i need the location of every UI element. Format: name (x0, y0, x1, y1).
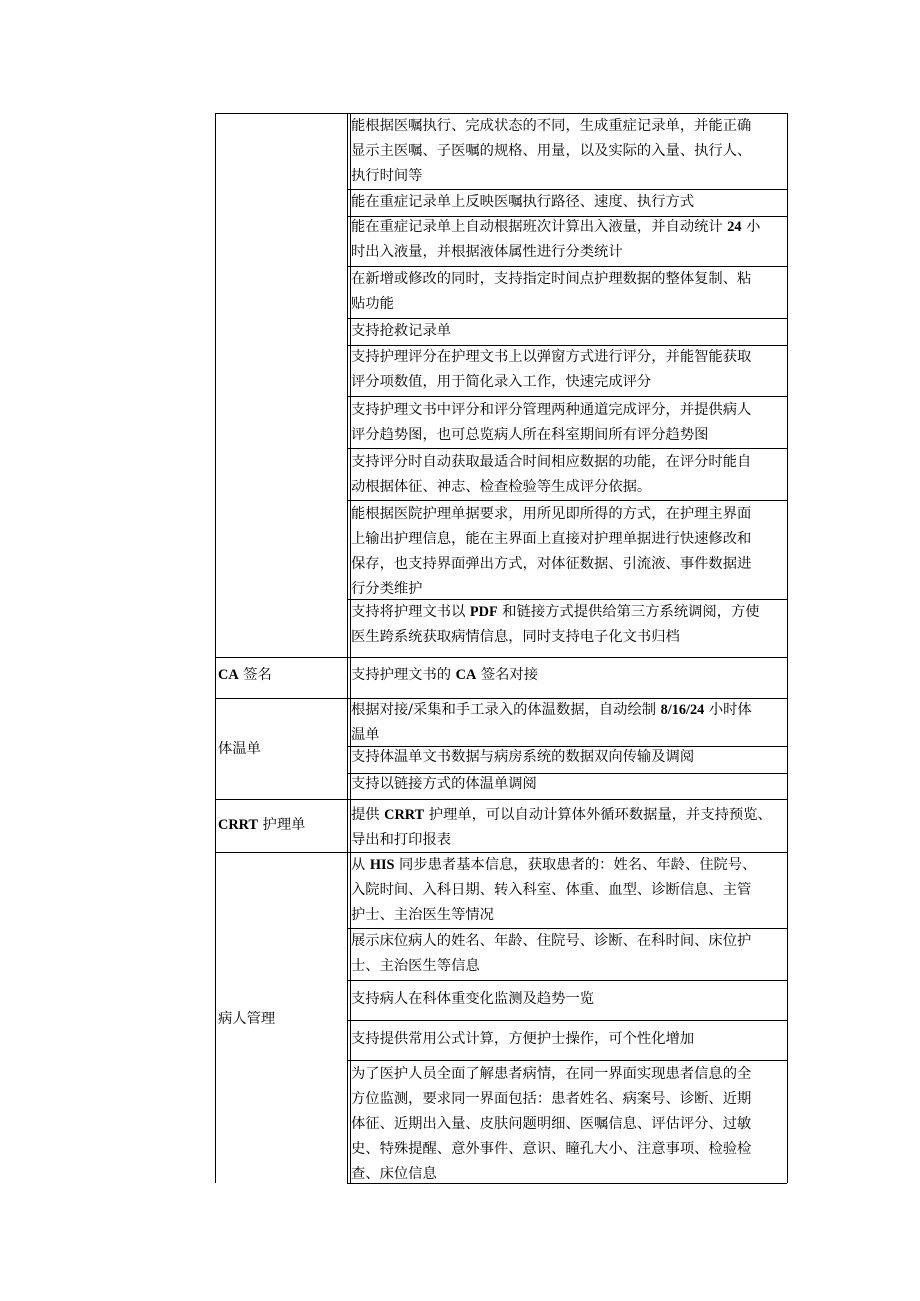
text-run: PDF (469, 604, 498, 620)
text-run: 根据对接/采集和手工录入的体温数据，自动绘制 (351, 702, 661, 718)
text-run: 同步患者基本信息，获取患者的：姓名、年龄、住院号、 (394, 857, 757, 873)
requirement-line (351, 775, 537, 793)
text-run: 显示主医嘱、子医嘱的规格、用量，以及实际的入量、执行人、 (351, 143, 752, 159)
text-run: 查、床位信息 (351, 1166, 437, 1182)
text-run: 在新增或修改的同时，支持指定时间点护理数据的整体复制、粘 (351, 271, 752, 287)
text-run: CRRT (384, 807, 425, 823)
text-run: 医生跨系统获取病情信息，同时支持电子化文书归档 (351, 629, 680, 645)
text-run: 方位监测，要求同一界面包括：患者姓名、病案号、诊断、近期 (351, 1091, 752, 1107)
row-border (347, 1183, 787, 1184)
requirement-line (351, 856, 756, 874)
requirement-line (351, 530, 751, 548)
text-run: 和链接方式提供给第三方系统调阅，方使 (497, 604, 760, 620)
requirement-line (351, 603, 760, 621)
requirement-line (351, 1115, 751, 1133)
text-run: 行分类维护 (351, 581, 423, 597)
text-run: 支持将护理文书以 (351, 604, 470, 620)
requirement-line (351, 167, 422, 185)
requirement-line (351, 142, 751, 160)
requirement-line (351, 453, 751, 471)
text-run: HIS (369, 857, 395, 873)
text-run: 签名对接 (476, 667, 539, 683)
text-run: 护士、主治医生等情况 (351, 907, 494, 923)
requirement-line (351, 580, 422, 598)
text-run: 小时体 (704, 702, 752, 718)
text-run: CRRT (218, 817, 259, 833)
row-border (347, 113, 787, 114)
text-run: 评分项数值，用于简化录入工作，快速完成评分 (351, 374, 652, 390)
text-run: 支持病人在科体重变化监测及趋势一览 (351, 991, 595, 1007)
requirement-line (351, 666, 538, 684)
text-run: 签名 (238, 667, 272, 683)
row-border (347, 266, 787, 267)
text-run: 支持提供常用公式计算，方便护士操作，可个性化增加 (351, 1031, 695, 1047)
category-label (218, 666, 272, 684)
requirement-line (351, 1165, 437, 1183)
row-border (347, 345, 787, 346)
row-border (347, 773, 787, 774)
requirement-line (351, 505, 751, 523)
category-label (218, 816, 305, 834)
requirement-line (351, 243, 623, 261)
requirement-line (351, 401, 751, 419)
text-run: 温单 (351, 727, 380, 743)
row-border (347, 799, 787, 800)
row-border (347, 1060, 787, 1061)
row-border (347, 448, 787, 449)
row-border (347, 318, 787, 319)
text-run: 为了医护人员全面了解患者病情，在同一界面实现患者信息的全 (351, 1066, 752, 1082)
text-run: 支持评分时自动获取最适合时间相应数据的功能，在评分时能自 (351, 454, 752, 470)
text-run: 体征、近期出入量、皮肤问题明细、医嘱信息、评估评分、过敏 (351, 1116, 752, 1132)
row-border (347, 928, 787, 929)
text-run: 支持护理文书中评分和评分管理两种通道完成评分，并提供病人 (351, 402, 752, 418)
text-run: 入院时间、入科日期、转入科室、体重、血型、诊断信息、主管 (351, 882, 752, 898)
requirement-line (351, 270, 751, 288)
requirement-line (351, 295, 394, 313)
requirement-line (351, 628, 680, 646)
requirement-line (351, 426, 708, 444)
row-border (347, 599, 787, 600)
category-label (218, 1010, 275, 1028)
text-run: 时出入液量，并根据液体属性进行分类统计 (351, 244, 623, 260)
requirement-line (351, 831, 451, 849)
requirement-line (351, 117, 751, 135)
text-run: 从 (351, 857, 370, 873)
text-run: 24 (727, 219, 742, 235)
requirement-line (351, 555, 751, 573)
text-run: 评分趋势图，也可总览病人所在科室期间所有评分趋势图 (351, 427, 709, 443)
text-run: 护理单，可以自动计算体外循环数据量，并支持预览、 (424, 807, 772, 823)
text-run: 展示床位病人的姓名、年龄、住院号、诊断、在科时间、床位护 (351, 933, 752, 949)
row-border (347, 396, 787, 397)
row-border (347, 746, 787, 747)
text-run: CA (218, 667, 239, 683)
column-divider-outer (347, 113, 348, 1183)
requirement-line (351, 193, 694, 211)
requirement-line (351, 1090, 751, 1108)
text-run: 士、主治医生等信息 (351, 958, 480, 974)
text-run: 支持体温单文书数据与病房系统的数据双向传输及调阅 (351, 749, 695, 765)
requirement-line (351, 218, 760, 236)
requirement-line (351, 322, 451, 340)
text-run: 支持以链接方式的体温单调阅 (351, 776, 537, 792)
left-border (215, 113, 216, 1183)
requirement-line (351, 726, 380, 744)
text-run: 导出和打印报表 (351, 832, 452, 848)
requirement-line (351, 701, 752, 719)
text-run: 8/16/24 (660, 702, 705, 718)
text-run: 提供 (351, 807, 385, 823)
requirement-line (351, 1140, 751, 1158)
text-run: 体温单 (218, 741, 261, 757)
row-border (347, 500, 787, 501)
text-run: 史、特殊提醒、意外事件、意识、瞳孔大小、注意事项、检验检 (351, 1141, 752, 1157)
row-border (347, 698, 787, 699)
requirement-line (351, 1065, 751, 1083)
text-run: 小 (741, 219, 761, 235)
text-run: 能在重症记录单上自动根据班次计算出入液量，并自动统计 (351, 219, 728, 235)
row-border (347, 852, 787, 853)
requirement-line (351, 957, 480, 975)
text-run: 能在重症记录单上反映医嘱执行路径、速度、执行方式 (351, 194, 695, 210)
requirement-line (351, 478, 651, 496)
text-run: 上输出护理信息，能在主界面上直接对护理单据进行快速修改和 (351, 531, 752, 547)
requirement-line (351, 932, 751, 950)
requirement-line (351, 348, 751, 366)
right-border (787, 113, 788, 1183)
requirement-line (351, 373, 651, 391)
row-border (347, 980, 787, 981)
text-run: 能根据医嘱执行、完成状态的不同，生成重症记录单，并能正确 (351, 118, 752, 134)
text-run: CA (455, 667, 477, 683)
text-run: 执行时间等 (351, 168, 423, 184)
text-run: 病人管理 (218, 1011, 276, 1027)
text-run: 支持护理文书的 (351, 667, 456, 683)
text-run: 能根据医院护理单据要求，用所见即所得的方式，在护理主界面 (351, 506, 752, 522)
text-run: 贴功能 (351, 296, 394, 312)
row-border (347, 657, 787, 658)
text-run: 保存，也支持界面弹出方式，对体征数据、引流液、事件数据进 (351, 556, 752, 572)
text-run: 支持护理评分在护理文书上以弹窗方式进行评分，并能智能获取 (351, 349, 752, 365)
text-run: 护理单 (258, 817, 306, 833)
text-run: 支持抢救记录单 (351, 323, 452, 339)
category-label (218, 740, 261, 758)
requirement-line (351, 990, 594, 1008)
requirement-line (351, 906, 494, 924)
text-run: 动根据体征、神志、检查检验等生成评分依据。 (351, 479, 652, 495)
row-border (347, 216, 787, 217)
requirement-line (351, 748, 694, 766)
requirement-line (351, 881, 751, 899)
row-border (347, 1020, 787, 1021)
requirement-line (351, 806, 772, 824)
row-border (347, 189, 787, 190)
requirement-line (351, 1030, 694, 1048)
